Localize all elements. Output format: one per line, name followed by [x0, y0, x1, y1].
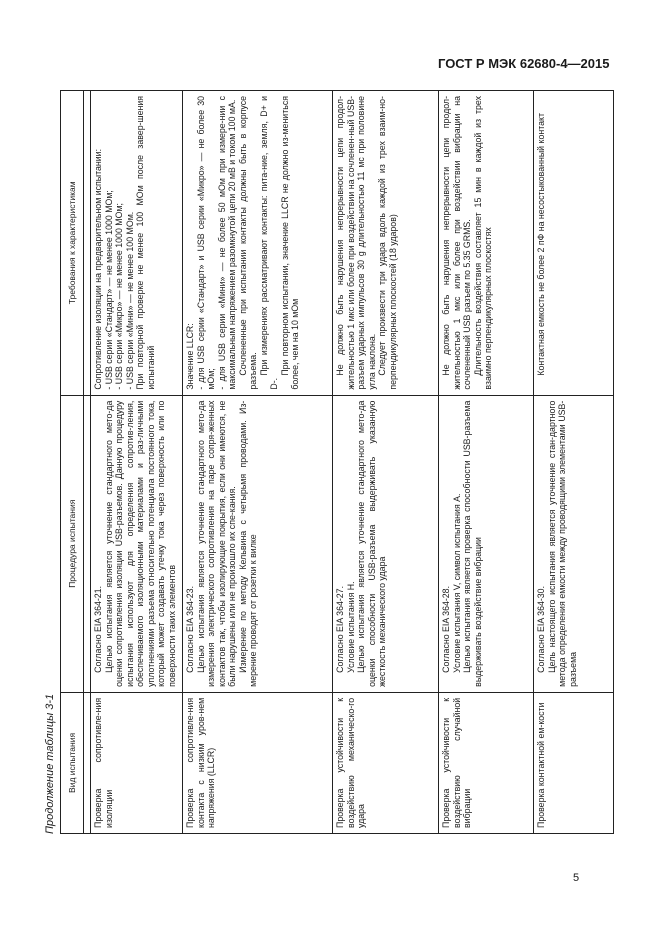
requirements-cell: Сопротивление изоляции на предварительном испытании: - USB серии «Стандарт» — не менее 1000 МОм; - USB серии «Микро» — не менее 1000 МОм; - USB серии «Мини» — не менее 100 МОм. При повторной проверке не менее 100 МОм после завер-шения испытаний [91, 91, 183, 396]
table-row [534, 91, 614, 834]
test-name-cell: Проверка контактной ем-кости [534, 692, 614, 833]
column-header-test: Вид испытания [61, 692, 84, 833]
table-spacer-row [84, 91, 91, 834]
table-header-row [61, 91, 84, 834]
rotated-table-area [40, 90, 620, 834]
requirements-cell: Не должно быть нарушения непрерывности цепи продол-жительностью 1 мкс или более при воздействии на сочленен-ный USB-разъем ударных импульсов 30 g длительностью 11 мс при половине угла наклона. Следует произвести три удара вдоль каждой из трех взаим-но-перпендикулярных плоскостей (18 ударов) [333, 91, 439, 396]
test-name-cell: Проверка сопротивле-ния контакта с низким уров-нем напряжения (LLCR) [183, 692, 333, 833]
table-row [91, 91, 183, 834]
column-header-procedure: Процедура испытания [61, 395, 84, 692]
requirements-cell: Не должно быть нарушения непрерывности цепи продол-жительностью 1 мкс или более при воздействии вибрации на сочлененный USB разъем по 5.35 GRMS. Длительность воздействия составляет 15 мин в каждой из трех взаимно перпендикулярных плоскостях [439, 91, 534, 396]
procedure-cell: Согласно EIA 364-30. Цель настоящего испытания является уточнение стан-дартного метода определения емкости между проводящими элементами USB- разъема [534, 395, 614, 692]
page-number: 5 [573, 872, 580, 884]
procedure-cell: Согласно EIA 364-23. Целью испытания является уточнение стандартного мето-да измерения электрического сопротивления на паре сопря-женных контактов так, чтобы изолирующие покрытия, если они имеются, не были нарушены или не произошло их спе-кания. Измерение по методу Кельвина с четырьмя проводами. Из-мерение проводят от розетки к вилке [183, 395, 333, 692]
column-header-requirements: Требования к характеристикам [61, 91, 84, 396]
rotated-table-canvas [40, 90, 620, 834]
table-row [183, 91, 333, 834]
requirements-cell: Контактная емкость не более 2 пФ на несостыкованный контакт [534, 91, 614, 396]
requirements-cell: Значение LLCR: - для USB серии «Стандарт» и USB серии «Микро» — не более 30 мОм; - для USB серии «Мини» — не более 50 мОм при измере-нии с максимальным напряжением разомкнутой цепи 20 мВ и током 100 мА. Сочлененные при испытании контакты должны быть в корпусе разъема. При измерениях рассматривают контакты: пита-ние, земля, D+ и D-. При повторном испытании, значение LLCR не должно из-мениться более, чем на 10 мОм [183, 91, 333, 396]
document-header: ГОСТ Р МЭК 62680-4—2015 [438, 56, 610, 71]
table-caption: Продолжение таблицы 3-1 [44, 693, 56, 834]
test-name-cell: Проверка сопротивле-ния изоляции [91, 692, 183, 833]
test-name-cell: Проверка устойчивости к воздействию случайной вибрации [439, 692, 534, 833]
procedure-cell: Согласно EIA 364-21. Целью испытания является уточнение стандартного мето-да оценки сопротивления изоляции USB-разъемов. Данную процедуру испытания используют для определения сопротив-ления, обеспечиваемого изоляционными материалами и раз-личными уплотнениями разъема относительно потенциала постоянного тока, который может создавать утечку тока через поверхность или по поверхности таких элементов [91, 395, 183, 692]
table-row [439, 91, 534, 834]
procedure-cell: Согласно EIA 364-28. Условие испытания V, символ испытания A. Целью испытания является проверка способности USB-разъема выдерживать воздействие вибрации [439, 395, 534, 692]
procedure-cell: Согласно EIA 364-27. Условие испытания H. Целью испытания является уточнение стандартного мето-да оценки способности USB-разъема выдерживать указанную жесткость механического удара [333, 395, 439, 692]
test-name-cell: Проверка устойчивости к воздействию механическо-го удара [333, 692, 439, 833]
spec-table [60, 90, 614, 834]
table-row [333, 91, 439, 834]
